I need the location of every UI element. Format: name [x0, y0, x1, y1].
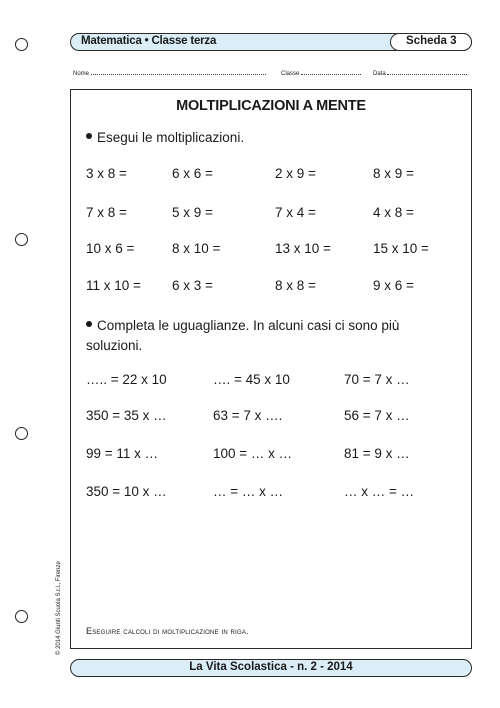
scheda-tab	[390, 33, 472, 51]
equality-cell: 100 = … x …	[213, 446, 293, 461]
mult-cell: 7 x 8 =	[86, 205, 127, 220]
magazine-label: La Vita Scolastica - n. 2 - 2014	[189, 661, 353, 673]
mult-cell: 11 x 10 =	[86, 278, 141, 293]
data-label: Data	[373, 71, 386, 77]
mult-cell: 5 x 9 =	[172, 205, 213, 220]
mult-cell: 13 x 10 =	[275, 241, 331, 256]
meta-data	[373, 69, 467, 77]
equality-cell: 350 = 10 x …	[86, 484, 167, 499]
equality-cell: 350 = 35 x …	[86, 408, 167, 423]
copyright-text: © 2014 Giunti Scuola S.r.l., Firenze	[56, 561, 62, 655]
mult-cell: 4 x 8 =	[373, 205, 414, 220]
binder-hole-1	[15, 38, 28, 51]
bullet-icon	[86, 321, 92, 327]
mult-cell: 9 x 6 =	[373, 278, 414, 293]
mult-cell: 7 x 4 =	[275, 205, 316, 220]
equality-cell: 70 = 7 x …	[344, 372, 410, 387]
equality-cell: 63 = 7 x ….	[213, 408, 283, 423]
mult-cell: 3 x 8 =	[86, 166, 127, 181]
instruction-1	[86, 128, 456, 148]
equality-cell: 56 = 7 x …	[344, 408, 410, 423]
meta-classe	[281, 69, 361, 77]
instruction-2-text: Completa le uguaglianze. In alcuni casi ci sono più soluzioni.	[86, 318, 400, 353]
nome-field[interactable]	[91, 69, 266, 75]
mult-cell: 6 x 6 =	[172, 166, 213, 181]
equality-cell: … x … = …	[344, 484, 415, 499]
mult-cell: 6 x 3 =	[172, 278, 213, 293]
mult-cell: 15 x 10 =	[373, 241, 429, 256]
meta-nome	[73, 69, 266, 77]
binder-hole-2	[15, 233, 28, 246]
equality-cell: ….. = 22 x 10	[86, 372, 167, 387]
worksheet-title: MOLTIPLICAZIONI A MENTE	[176, 98, 366, 114]
equality-cell: …. = 45 x 10	[213, 372, 290, 387]
mult-cell: 10 x 6 =	[86, 241, 135, 256]
equality-cell: 99 = 11 x …	[86, 446, 159, 461]
data-field[interactable]	[387, 69, 467, 75]
mult-cell: 8 x 8 =	[275, 278, 316, 293]
instruction-1-text: Esegui le moltiplicazioni.	[97, 130, 245, 145]
mult-cell: 8 x 10 =	[172, 241, 221, 256]
objective-note: Eseguire calcoli di moltiplicazione in riga.	[86, 626, 249, 636]
binder-hole-4	[15, 610, 28, 623]
mult-cell: 8 x 9 =	[373, 166, 414, 181]
bullet-icon	[86, 133, 92, 139]
equality-cell: 81 = 9 x …	[344, 446, 410, 461]
worksheet-frame	[70, 89, 472, 649]
scheda-label: Scheda 3	[406, 34, 457, 47]
mult-cell: 2 x 9 =	[275, 166, 316, 181]
subject-title: Matematica • Classe terza	[81, 35, 217, 47]
equality-cell: … = … x …	[213, 484, 284, 499]
nome-label: Nome	[73, 71, 90, 77]
classe-label: Classe	[281, 71, 300, 77]
instruction-2	[86, 316, 456, 356]
header-bar	[70, 33, 472, 51]
binder-hole-3	[15, 427, 28, 440]
footer-bar	[70, 659, 472, 677]
classe-field[interactable]	[301, 69, 361, 75]
